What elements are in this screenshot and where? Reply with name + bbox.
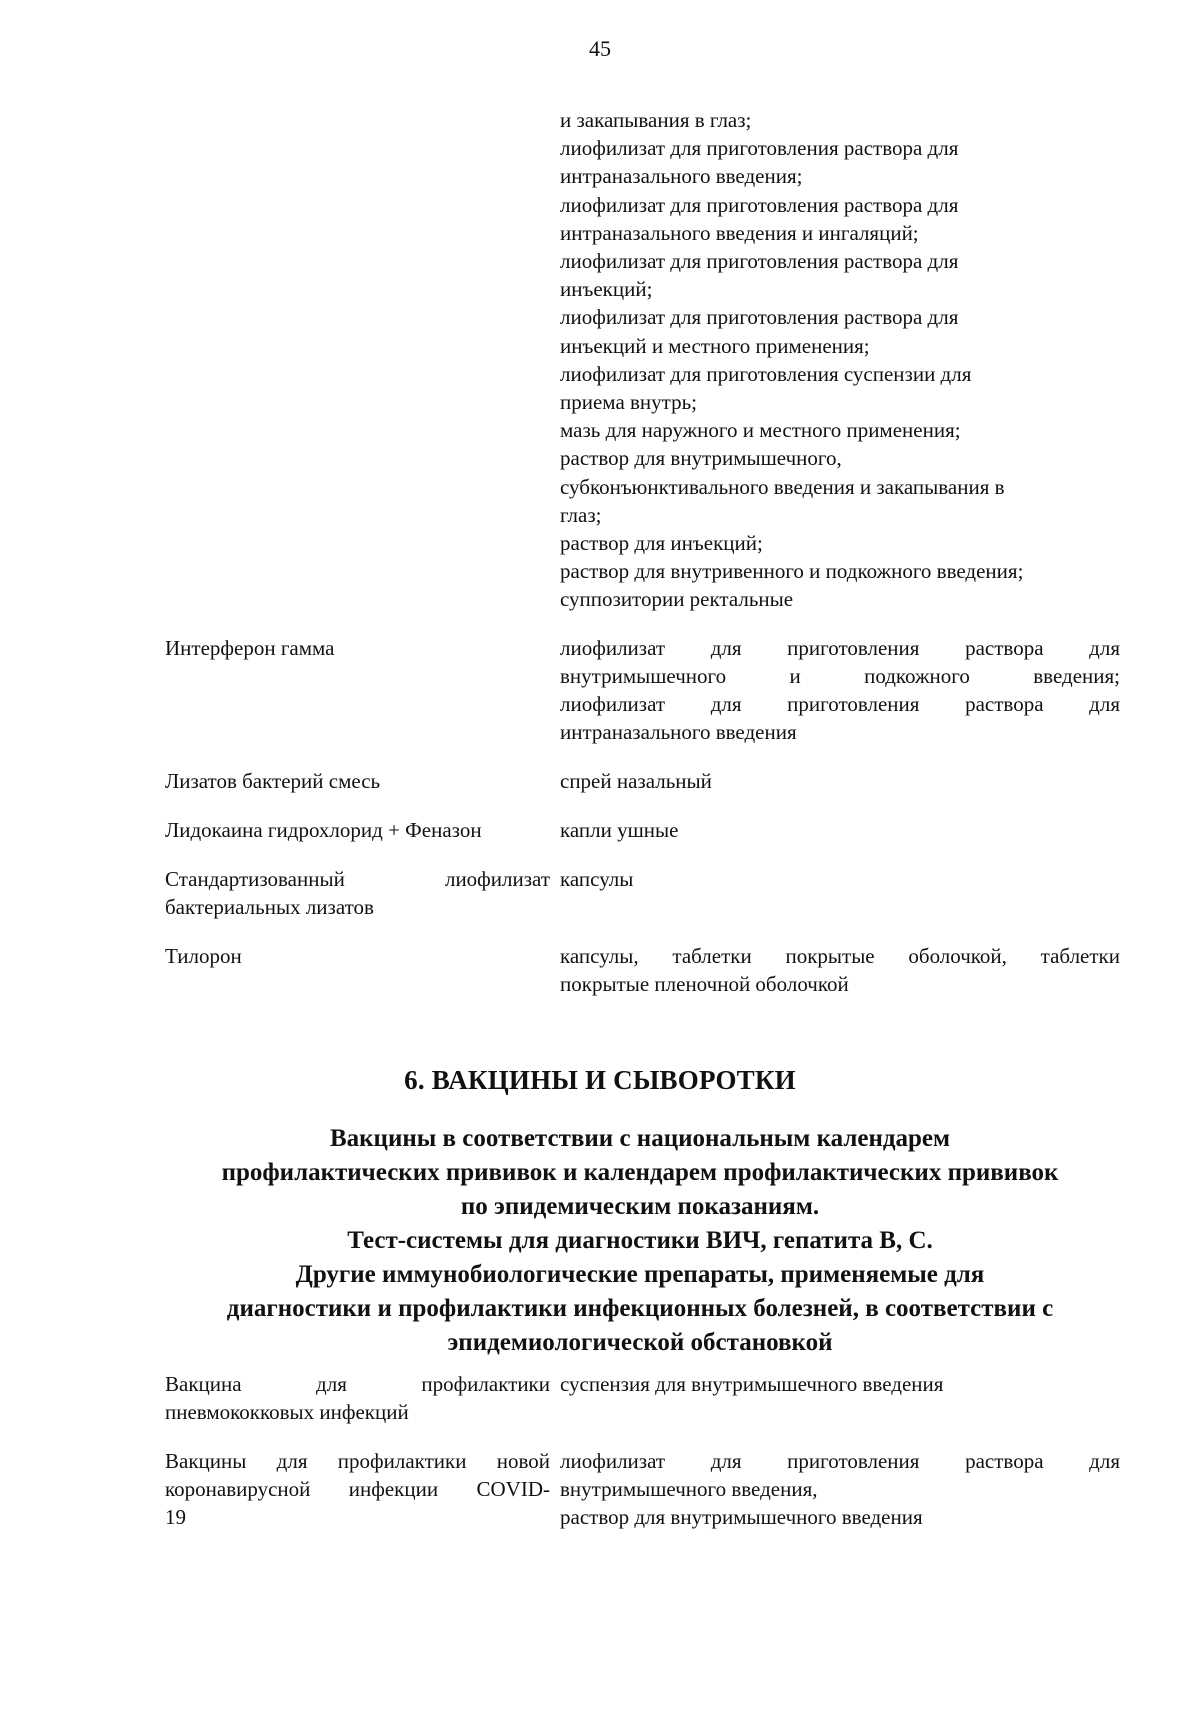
entry-name (165, 1447, 550, 1531)
continuation-forms (560, 106, 1120, 614)
form-line: лиофилизат для приготовления раствора для (560, 136, 959, 161)
name-line: коронавирусной инфекции COVID- (165, 1477, 550, 1501)
form-line: глаз; (560, 502, 602, 527)
entry-forms (560, 865, 1120, 893)
entry-forms (560, 1447, 1120, 1531)
name-line: пневмококковых инфекций (165, 1400, 409, 1424)
name-line: Лизатов бактерий смесь (165, 769, 381, 793)
entry-name (165, 767, 550, 795)
entry-forms (560, 1370, 1120, 1398)
name-line: Тилорон (165, 944, 242, 968)
entry-name (165, 942, 550, 970)
subtitle-line: эпидемиологической обстановкой (447, 1329, 833, 1356)
form-line: лиофилизат для приготовления раствора для (560, 1449, 1120, 1473)
form-line: мазь для наружного и местного применения; (560, 418, 961, 443)
entry-forms (560, 942, 1120, 998)
form-line: раствор для инъекций; (560, 531, 763, 556)
entry-name (165, 1370, 550, 1426)
name-line: Вакцина для профилактики (165, 1372, 550, 1396)
name-line: Интерферон гамма (165, 636, 335, 660)
subtitle-line: Тест-системы для диагностики ВИЧ, гепатита В, С. (347, 1227, 933, 1254)
section-subtitle (140, 1122, 1140, 1360)
name-line: Лидокаина гидрохлорид + Феназон (165, 818, 482, 842)
form-line: и закапывания в глаз; (560, 108, 752, 132)
entry-forms (560, 767, 1120, 795)
form-line: внутримышечного и подкожного введения; (560, 664, 1120, 688)
form-line: субконъюнктивального введения и закапывания в (560, 474, 1005, 499)
form-line: лиофилизат для приготовления раствора для (560, 249, 959, 274)
entry-name (165, 816, 550, 844)
form-line: покрытые пленочной оболочкой (560, 972, 849, 996)
name-line: 19 (165, 1505, 186, 1529)
form-line: раствор для внутримышечного введения (560, 1505, 923, 1529)
form-line: капсулы (560, 867, 634, 891)
form-line: инъекций; (560, 277, 653, 302)
form-line: лиофилизат для приготовления раствора для (560, 636, 1120, 660)
form-line: интраназального введения; (560, 164, 803, 189)
form-line: суппозитории ректальные (560, 587, 794, 612)
form-line: внутримышечного введения, (560, 1477, 818, 1501)
form-line: капсулы, таблетки покрытые оболочкой, таблетки (560, 944, 1120, 968)
subtitle-line: по эпидемическим показаниям. (460, 1193, 820, 1220)
form-line: раствор для внутривенного и подкожного введения; (560, 559, 1024, 584)
form-line: приема внутрь; (560, 390, 698, 415)
form-line: раствор для внутримышечного, (560, 446, 842, 471)
form-line: суспензия для внутримышечного введения (560, 1372, 944, 1396)
subtitle-line: Другие иммунобиологические препараты, применяемые для (295, 1261, 985, 1288)
name-line: бактериальных лизатов (165, 895, 374, 919)
entry-forms (560, 634, 1120, 746)
form-line: спрей назальный (560, 769, 712, 793)
form-line: интраназального введения (560, 720, 797, 744)
subtitle-line: профилактических прививок и календарем профилактических прививок (221, 1159, 1059, 1186)
form-line: лиофилизат для приготовления раствора для (560, 692, 1120, 716)
form-line: интраназального введения и ингаляций; (560, 220, 919, 245)
form-line: лиофилизат для приготовления раствора для (560, 305, 959, 330)
entry-name (165, 865, 550, 921)
entry-name (165, 634, 550, 662)
page-number: 45 (589, 36, 611, 61)
subtitle-line: диагностики и профилактики инфекционных болезней, в соответствии с (226, 1295, 1054, 1322)
form-line: лиофилизат для приготовления раствора для (560, 192, 959, 217)
entry-forms (560, 816, 1120, 844)
form-line: капли ушные (560, 818, 679, 842)
name-line: Стандартизованный лиофилизат (165, 867, 550, 891)
name-line: Вакцины для профилактики новой (165, 1449, 550, 1473)
form-line: лиофилизат для приготовления суспензии для (560, 361, 972, 386)
subtitle-line: Вакцины в соответствии с национальным календарем (329, 1125, 951, 1152)
form-line: инъекций и местного применения; (560, 333, 870, 358)
section-title: 6. ВАКЦИНЫ И СЫВОРОТКИ (404, 1065, 796, 1095)
